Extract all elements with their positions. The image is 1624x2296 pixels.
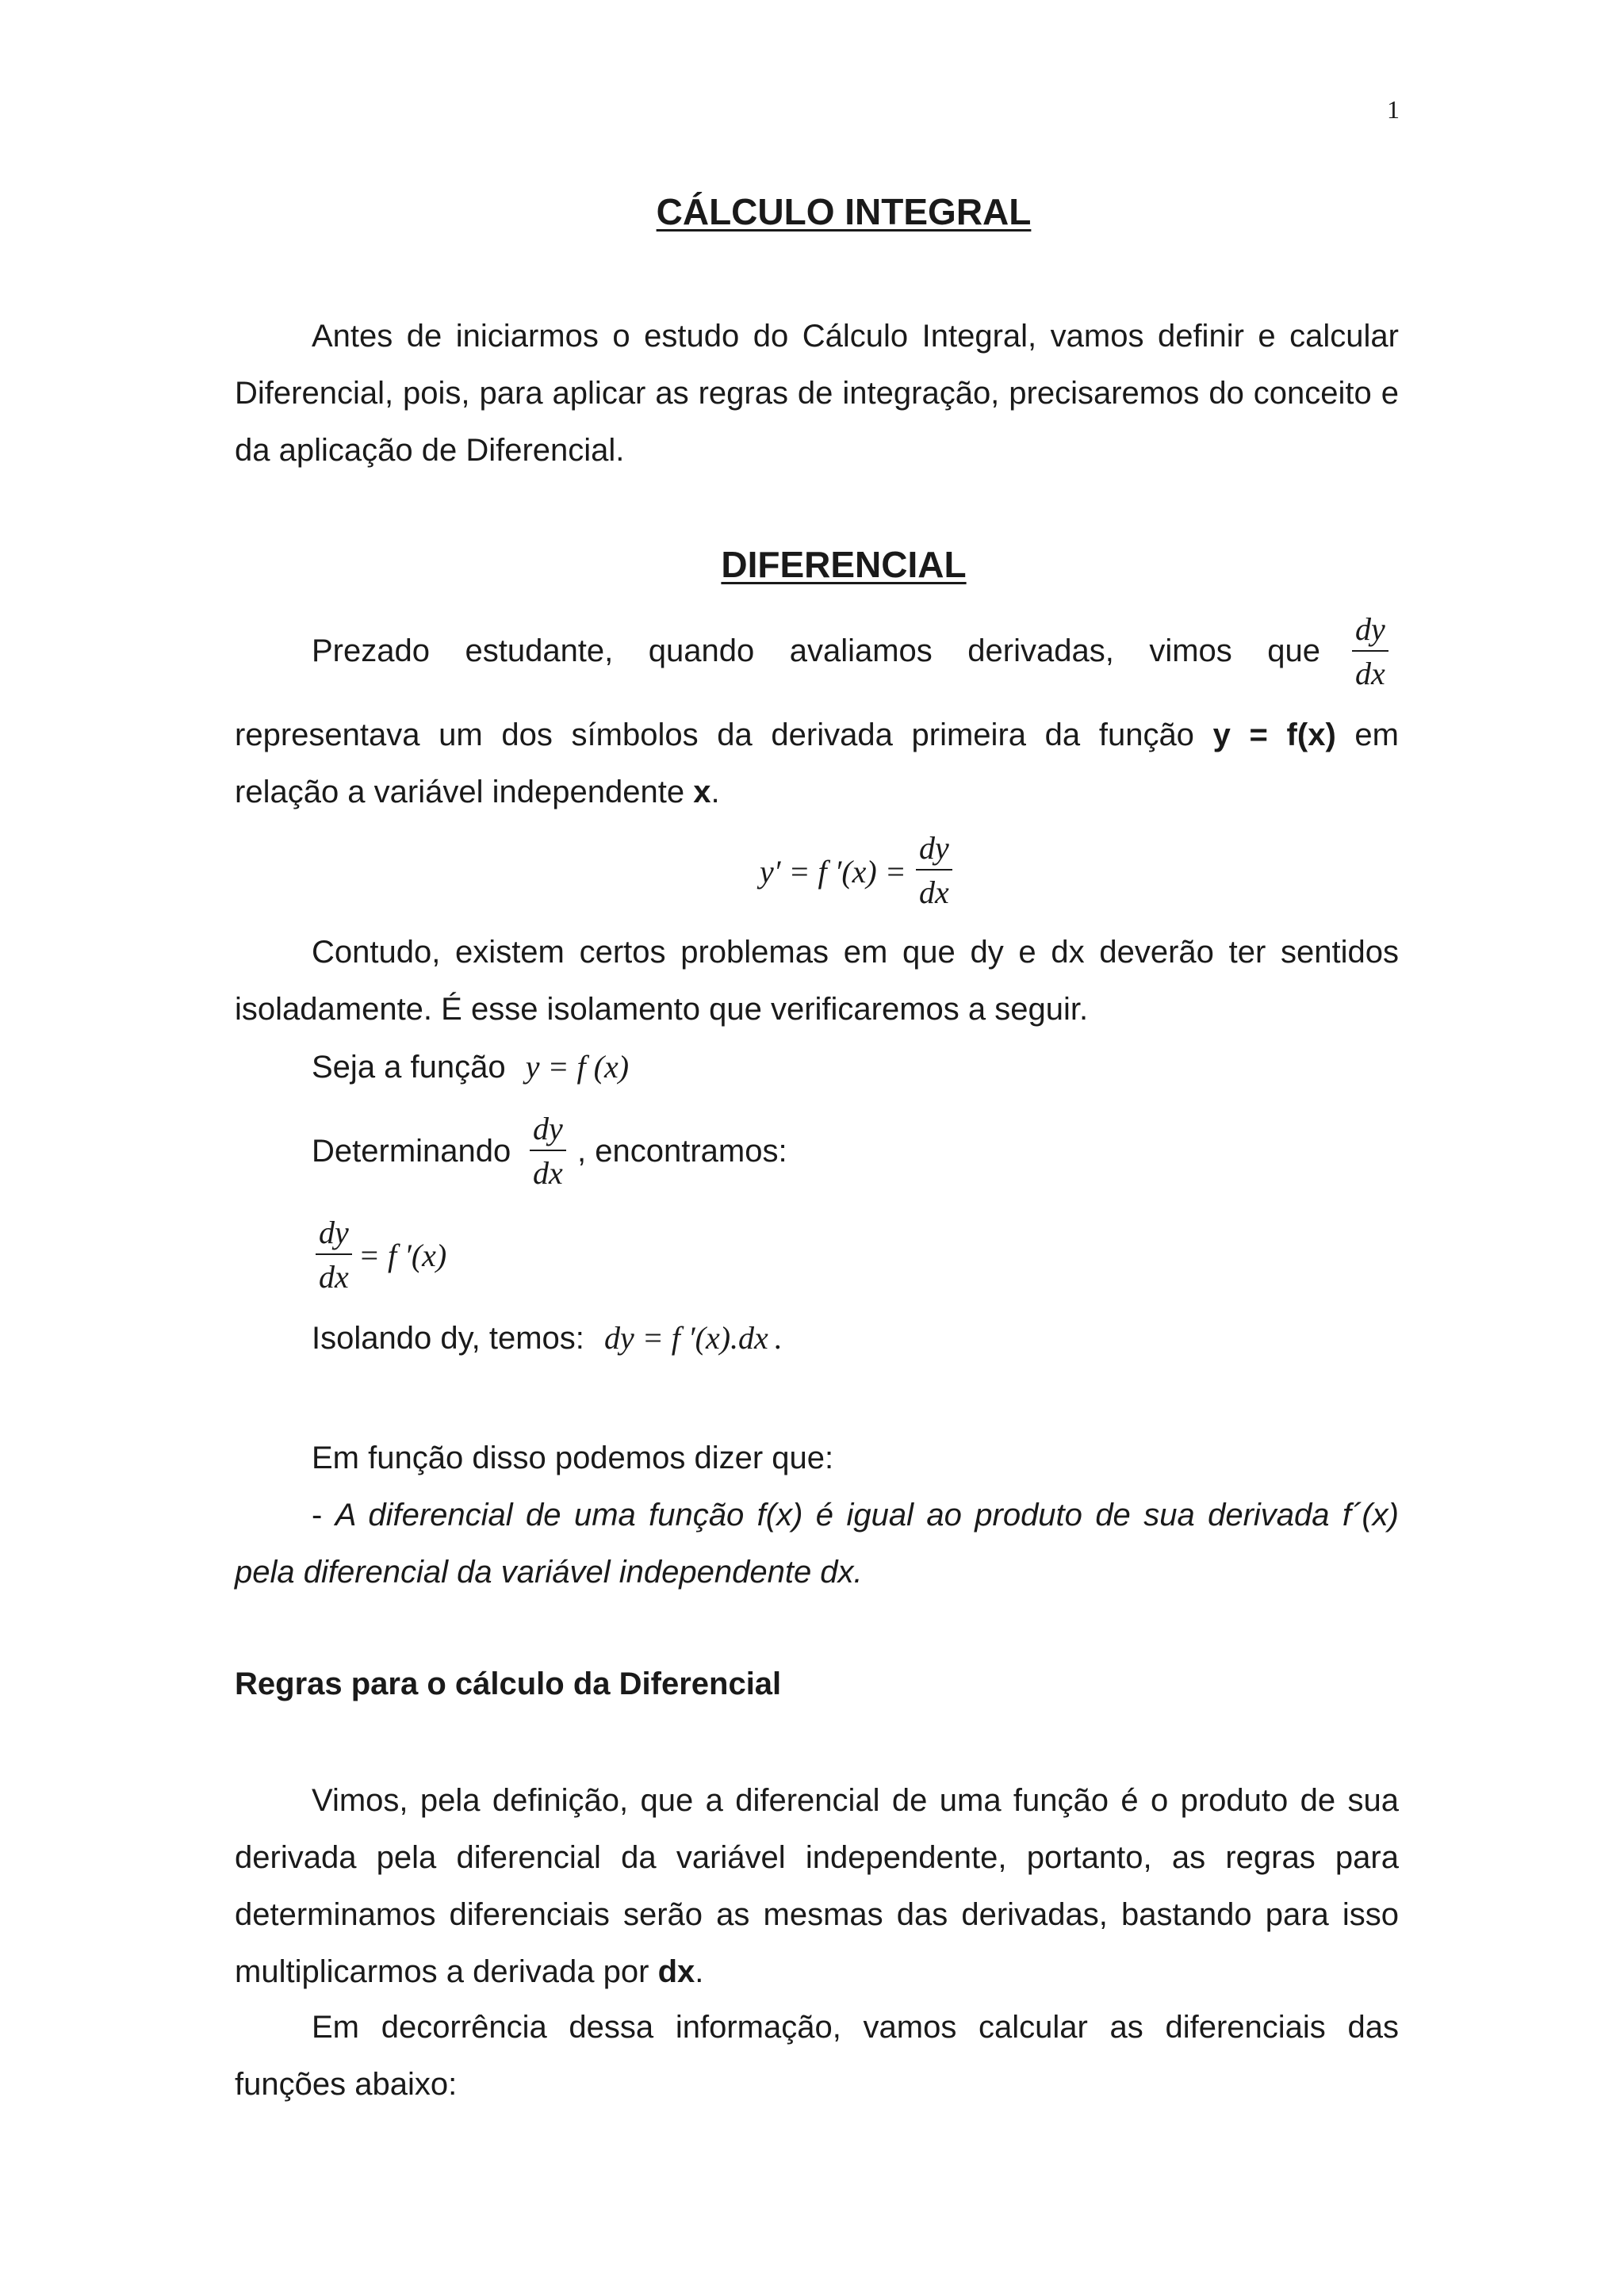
consequence-line: Em função disso podemos dizer que:	[312, 1441, 834, 1475]
isolando-period: .	[774, 1320, 783, 1356]
p1-line2-text: representava um dos símbolos da derivada primeira da função	[235, 718, 1213, 752]
page-number: 1	[1387, 95, 1400, 124]
fraction-denominator: dx	[319, 1259, 349, 1295]
equation-2-fraction	[316, 1215, 352, 1295]
fraction-numerator: dy	[1352, 612, 1388, 652]
seja-label: Seja a função	[312, 1050, 506, 1085]
intro-paragraph: Antes de iniciarmos o estudo do Cálculo Integral, vamos definir e calcular Diferencial, pois, para aplicar as regras de integração, precisaremos do conceito e da aplicação de Diferencial.	[235, 319, 1399, 468]
fraction-denominator: dx	[533, 1155, 563, 1191]
consequence-paragraph: Em decorrência dessa informação, vamos calcular as diferenciais das funções abaixo:	[235, 2010, 1399, 2102]
p1-line3-end: .	[710, 775, 720, 809]
p1-line1-text: Prezado estudante, quando avaliamos derivadas, vimos que	[312, 633, 1320, 668]
equation-1-fraction	[916, 831, 952, 910]
isolando-line	[312, 1319, 783, 1357]
isolando-expression: dy = f ′(x).dx	[604, 1320, 768, 1356]
p1-line1	[312, 632, 1320, 670]
definition-dash: -	[312, 1498, 335, 1533]
fraction-denominator: dx	[919, 874, 949, 910]
fraction-numerator: dy	[916, 831, 952, 871]
p1-line3-text: relação a variável independente	[235, 775, 694, 809]
definition-paragraph	[235, 1487, 1399, 1601]
variable-x: x	[693, 775, 711, 809]
rules-heading: Regras para o cálculo da Diferencial	[235, 1667, 782, 1701]
page-title: CÁLCULO INTEGRAL	[656, 191, 1032, 232]
p1-line2	[235, 716, 1399, 754]
determinando-suffix: , encontramos:	[577, 1134, 787, 1169]
dy-dx-fraction-1	[1352, 612, 1388, 691]
function-expression: y = f(x)	[1212, 718, 1336, 752]
rules-text: Vimos, pela definição, que a diferencial de uma função é o produto de sua derivada pela diferencial da variável independente, portanto, as regras para determinamos diferenciais serão as mesmas das derivadas, bastando para isso multiplicarmos a derivada por	[235, 1783, 1399, 1989]
equation-1-lhs: y′ = f ′(x) =	[760, 854, 906, 890]
rules-period: .	[695, 1954, 704, 1989]
seja-expression: y = f (x)	[525, 1049, 630, 1085]
determinando-label: Determinando	[312, 1134, 511, 1169]
fraction-numerator: dy	[316, 1215, 352, 1255]
section-title: DIFERENCIAL	[721, 544, 967, 585]
definition-text: A diferencial de uma função f(x) é igual ao produto de sua derivada f´(x) pela diferencial da variável independente dx.	[235, 1498, 1400, 1590]
seja-line	[312, 1048, 629, 1086]
isolando-label: Isolando dy, temos:	[312, 1321, 584, 1356]
equation-2-rhs: = f ′(x)	[358, 1238, 447, 1273]
determinando-fraction	[530, 1112, 566, 1191]
rules-paragraph	[235, 1772, 1399, 2000]
fraction-denominator: dx	[1355, 656, 1385, 691]
fraction-numerator: dy	[530, 1112, 566, 1151]
p1-line3	[235, 773, 720, 811]
isolation-paragraph: Contudo, existem certos problemas em que dy e dx deverão ter sentidos isoladamente. É esse isolamento que verificaremos a seguir.	[235, 935, 1399, 1027]
dx-bold: dx	[657, 1954, 695, 1989]
p1-line2-end: em	[1335, 718, 1399, 752]
